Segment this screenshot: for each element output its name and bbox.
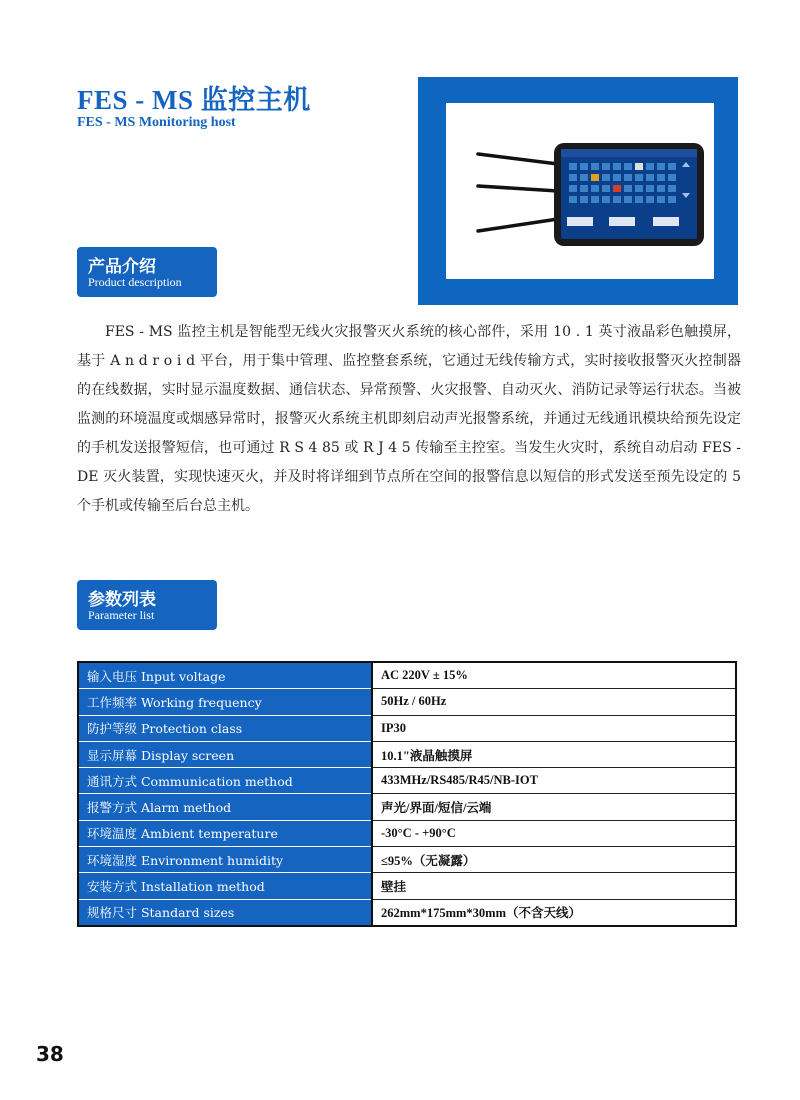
- param-value: 声光/界面/短信/云端: [372, 794, 736, 820]
- section-header-parameter-list: [77, 580, 217, 630]
- param-value: 10.1"液晶触摸屏: [372, 741, 736, 767]
- param-label: 工作频率 Working frequency: [78, 689, 372, 715]
- table-row: [78, 899, 736, 926]
- param-label: 环境湿度 Environment humidity: [78, 847, 372, 873]
- param-label: 规格尺寸 Standard sizes: [78, 899, 372, 926]
- section-title-en: Parameter list: [88, 608, 155, 622]
- product-photo: [446, 103, 714, 279]
- section-title-cn: 产品介绍: [88, 257, 156, 277]
- parameter-table: [77, 661, 737, 927]
- param-value: -30°C - +90°C: [372, 820, 736, 846]
- section-header-product-description: [77, 247, 217, 297]
- param-label: 通讯方式 Communication method: [78, 768, 372, 794]
- param-label: 防护等级 Protection class: [78, 715, 372, 741]
- product-description-text: FES - MS 监控主机是智能型无线火灾报警灭火系统的核心部件，采用 10 . 1 英寸液晶彩色触摸屏，基于 A n d r o i d 平台，用于集中管理、监控整套系统，它通过无线传输方式，实时接收报警灭火控制器的在线数据，实时显示温度数据、通信状态、异常预警、火灾报警、自动灭火、消防记录等运行状态。当被监测的环境温度或烟感异常时，报警灭火系统主机即刻启动声光报警系统，并通过无线通讯模块给预先设定的手机发送报警短信，也可通过 R S 4 85 或 R J 4 5 传输至主控室。当发生火灾时，系统自动启动 FES - DE 灭火装置，实现快速灭火，并及时将详细到节点所在空间的报警信息以短信的形式发送至预先设定的 5 个手机或传输至后台总主机。: [77, 324, 741, 514]
- param-label: 报警方式 Alarm method: [78, 794, 372, 820]
- param-value: 433MHz/RS485/R45/NB-IOT: [372, 768, 736, 794]
- monitoring-host-device-icon: [446, 103, 714, 279]
- table-row: [78, 820, 736, 846]
- table-row: [78, 873, 736, 899]
- page-number: 38: [36, 1042, 64, 1066]
- table-row: [78, 768, 736, 794]
- param-label: 显示屏幕 Display screen: [78, 741, 372, 767]
- table-row: [78, 689, 736, 715]
- table-row: [78, 847, 736, 873]
- product-photo-frame: [418, 77, 738, 305]
- param-label: 输入电压 Input voltage: [78, 662, 372, 689]
- product-title: FES - MS 监控主机: [77, 85, 311, 115]
- table-row: [78, 741, 736, 767]
- param-value: 50Hz / 60Hz: [372, 689, 736, 715]
- param-value: IP30: [372, 715, 736, 741]
- section-title-en: Product description: [88, 275, 182, 289]
- param-value: AC 220V ± 15%: [372, 662, 736, 689]
- table-row: [78, 794, 736, 820]
- param-value: ≤95%（无凝露）: [372, 847, 736, 873]
- table-row: [78, 662, 736, 689]
- param-value: 壁挂: [372, 873, 736, 899]
- table-row: [78, 715, 736, 741]
- section-title-cn: 参数列表: [88, 590, 156, 610]
- param-label: 安装方式 Installation method: [78, 873, 372, 899]
- product-subtitle: FES - MS Monitoring host: [77, 115, 236, 130]
- param-value: 262mm*175mm*30mm（不含天线）: [372, 899, 736, 926]
- param-label: 环境温度 Ambient temperature: [78, 820, 372, 846]
